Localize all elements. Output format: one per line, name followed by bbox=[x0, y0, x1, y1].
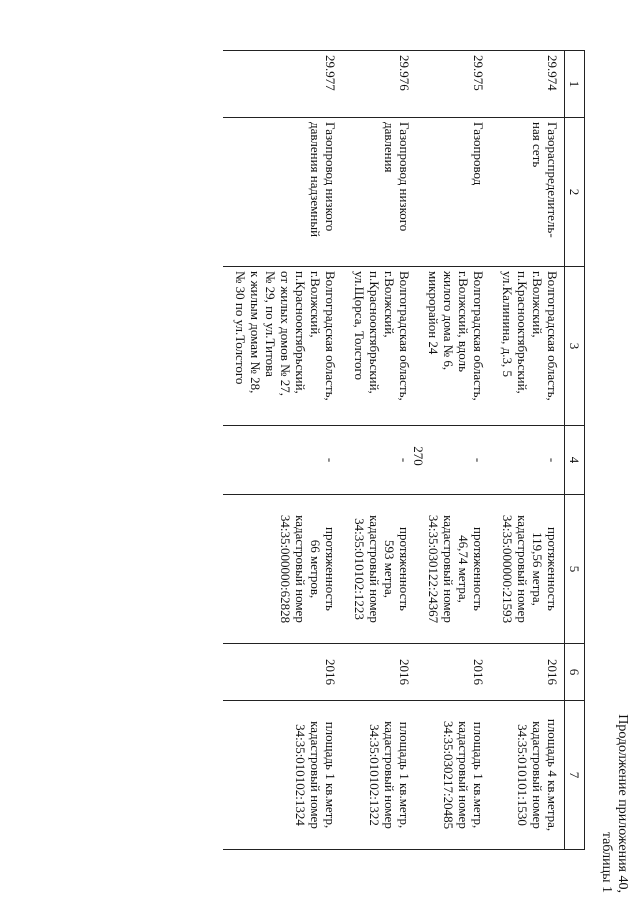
length-cadastral: протяженность 593 метра, кадастровый номер 34:35:010102:1223 bbox=[342, 495, 416, 644]
year: 2016 bbox=[490, 644, 565, 701]
object-address: Волгоградская область, г.Волжский, п.Краснооктябрьский, от жилых домов № 27, № 29, по ул.Титова к жилым домам № 28, № 30 по ул.Толстого bbox=[223, 267, 342, 426]
year: 2016 bbox=[416, 644, 490, 701]
table-row bbox=[490, 51, 565, 850]
area-cadastral: площадь 1 кв.метр, кадастровый номер 34:35:010102:1322 bbox=[342, 701, 416, 850]
row-number: 29.975 bbox=[416, 51, 490, 118]
length-cadastral: протяженность 46,74 метра, кадастровый номер 34:35:030122:24367 bbox=[416, 495, 490, 644]
area-cadastral: площадь 1 кв.метр, кадастровый номер 34:35:010102:1324 bbox=[223, 701, 342, 850]
object-address: Волгоградская область, г.Волжский, п.Краснооктябрьский, ул.Калинина, д.3, 5 bbox=[490, 267, 565, 426]
length-cadastral: протяженность 119,56 метра, кадастровый номер 34:35:000000:21593 bbox=[490, 495, 565, 644]
object-name: Газораспределитель- ная сеть bbox=[490, 118, 565, 267]
object-name: Газопровод низкого давления bbox=[342, 118, 416, 267]
column-4-value: - bbox=[342, 426, 416, 495]
column-header-7: 7 bbox=[565, 701, 585, 850]
column-header-2: 2 bbox=[565, 118, 585, 267]
area-cadastral: площадь 4 кв.метра, кадастровый номер 34:35:010101:1530 bbox=[490, 701, 565, 850]
year: 2016 bbox=[342, 644, 416, 701]
table-row bbox=[416, 51, 490, 850]
registry-table bbox=[223, 50, 585, 850]
row-number: 29.976 bbox=[342, 51, 416, 118]
column-4-value: - bbox=[223, 426, 342, 495]
continuation-title-line-2: таблицы 1 bbox=[599, 831, 614, 893]
column-4-value: - bbox=[416, 426, 490, 495]
continuation-title-line-1: Продолжение приложения 40, bbox=[615, 714, 630, 893]
object-name: Газопровод bbox=[416, 118, 490, 267]
column-header-5: 5 bbox=[565, 495, 585, 644]
year: 2016 bbox=[223, 644, 342, 701]
table-row bbox=[342, 51, 416, 850]
table-row bbox=[223, 51, 342, 850]
row-number: 29.974 bbox=[490, 51, 565, 118]
object-name: Газопровод низкого давления надземный bbox=[223, 118, 342, 267]
object-address: Волгоградская область, г.Волжский, п.Краснооктябрьский, ул.Щорса, Толстого bbox=[342, 267, 416, 426]
column-4-value: - bbox=[490, 426, 565, 495]
continuation-title bbox=[598, 714, 630, 893]
column-header-3: 3 bbox=[565, 267, 585, 426]
length-cadastral: протяженность 66 метров, кадастровый номер 34:35:000000:62828 bbox=[223, 495, 342, 644]
column-header-6: 6 bbox=[565, 644, 585, 701]
row-number: 29.977 bbox=[223, 51, 342, 118]
table-header-row bbox=[565, 51, 585, 850]
column-header-1: 1 bbox=[565, 51, 585, 118]
object-address: Волгоградская область, г.Волжский, вдоль жилого дома № 6, микрорайон 24 bbox=[416, 267, 490, 426]
page-number: 270 bbox=[411, 446, 426, 466]
column-header-4: 4 bbox=[565, 426, 585, 495]
area-cadastral: площадь 1 кв.метр, кадастровый номер 34:35:030217:20485 bbox=[416, 701, 490, 850]
